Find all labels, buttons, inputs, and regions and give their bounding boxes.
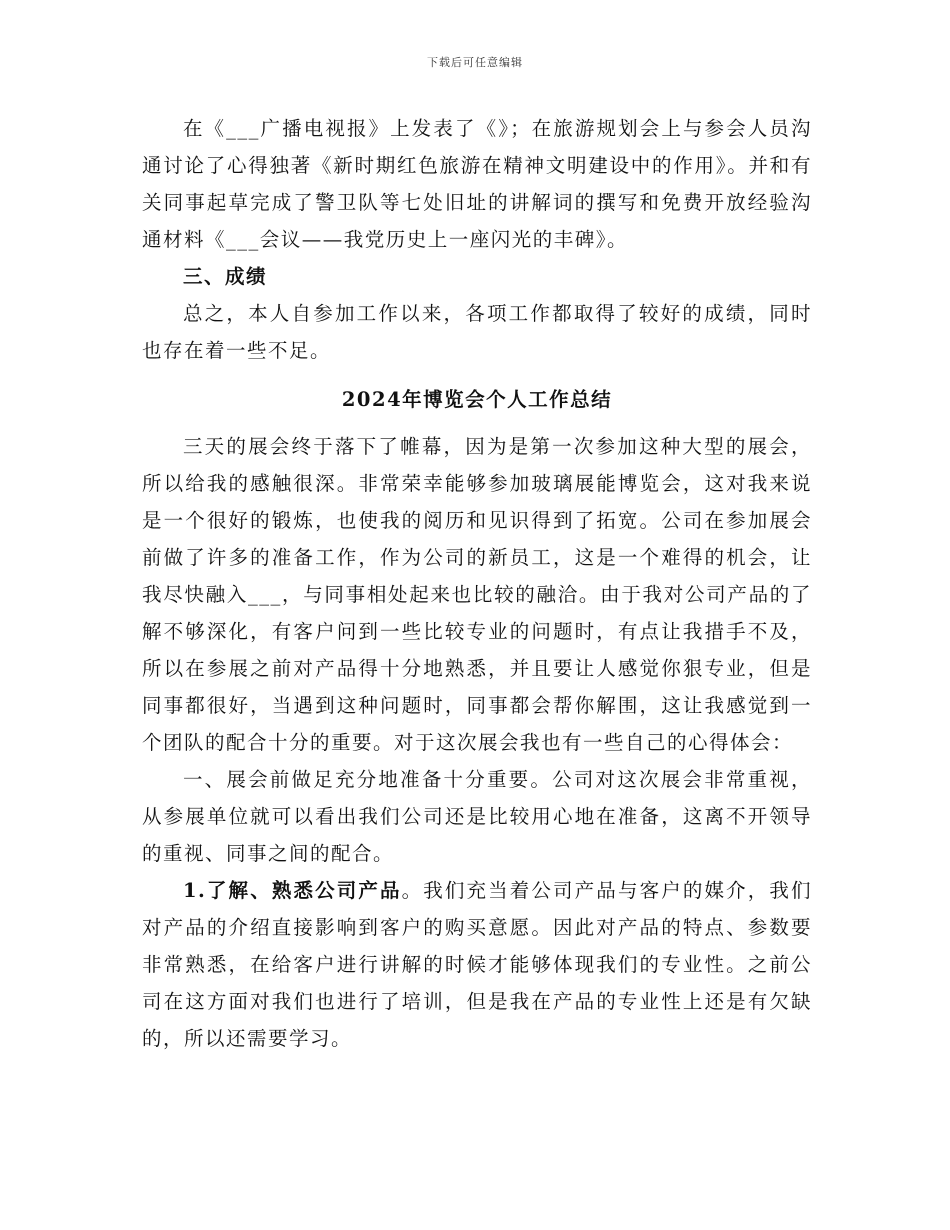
paragraph: 在《___广播电视报》上发表了《》；在旅游规划会上与参会人员沟通讨论了心得独著《新时期红色旅游在精神文明建设中的作用》。并和有关同事起草完成了警卫队等七处旧址的讲解词的撰写和免费开放经验沟通材料《___会议——我党历史上一座闪光的丰碑》。 [142,117,812,251]
page-header: 下载后可任意编辑 [427,56,523,69]
paragraph: 三天的展会终于落下了帷幕，因为是第一次参加这种大型的展会，所以给我的感触很深。非常荣幸能够参加玻璃展能博览会，这对我来说是一个很好的锻炼，也使我的阅历和见识得到了拓宽。公司在参加展会前做了许多的准备工作，作为公司的新员工，这是一个难得的机会，让我尽快融入___，与同事相处起来也比较的融洽。由于我对公司产品的了解不够深化，有客户问到一些比较专业的问题时，有点让我措手不及，所以在参展之前对产品得十分地熟悉，并且要让人感觉你狠专业，但是同事都很好，当遇到这种问题时，同事都会帮你解围，这让我感觉到一个团队的配合十分的重要。对于这次展会我也有一些自己的心得体会： [142,435,812,754]
document-title: 2024年博览会个人工作总结 [341,388,613,411]
paragraph-rest: 。我们充当着公司产品与客户的媒介，我们对产品的介绍直接影响到客户的购买意愿。因此对产品的特点、参数要非常熟悉，在给客户进行讲解的时候才能够体现我们的专业性。之前公司在这方面对我们也进行了培训，但是我在产品的专业性上还是有欠缺的，所以还需要学习。 [142,879,812,1050]
section-heading: 三、成绩 [182,265,267,288]
paragraph-lead: 1.了解、熟悉公司产品 [182,879,402,902]
paragraph: 一、展会前做足充分地准备十分重要。公司对这次展会非常重视，从参展单位就可以看出我们公司还是比较用心地在准备，这离不开领导的重视、同事之间的配合。 [142,768,812,865]
document-body [142,110,812,1057]
paragraph [142,872,812,1057]
paragraph: 总之，本人自参加工作以来，各项工作都取得了较好的成绩，同时也存在着一些不足。 [142,302,812,362]
